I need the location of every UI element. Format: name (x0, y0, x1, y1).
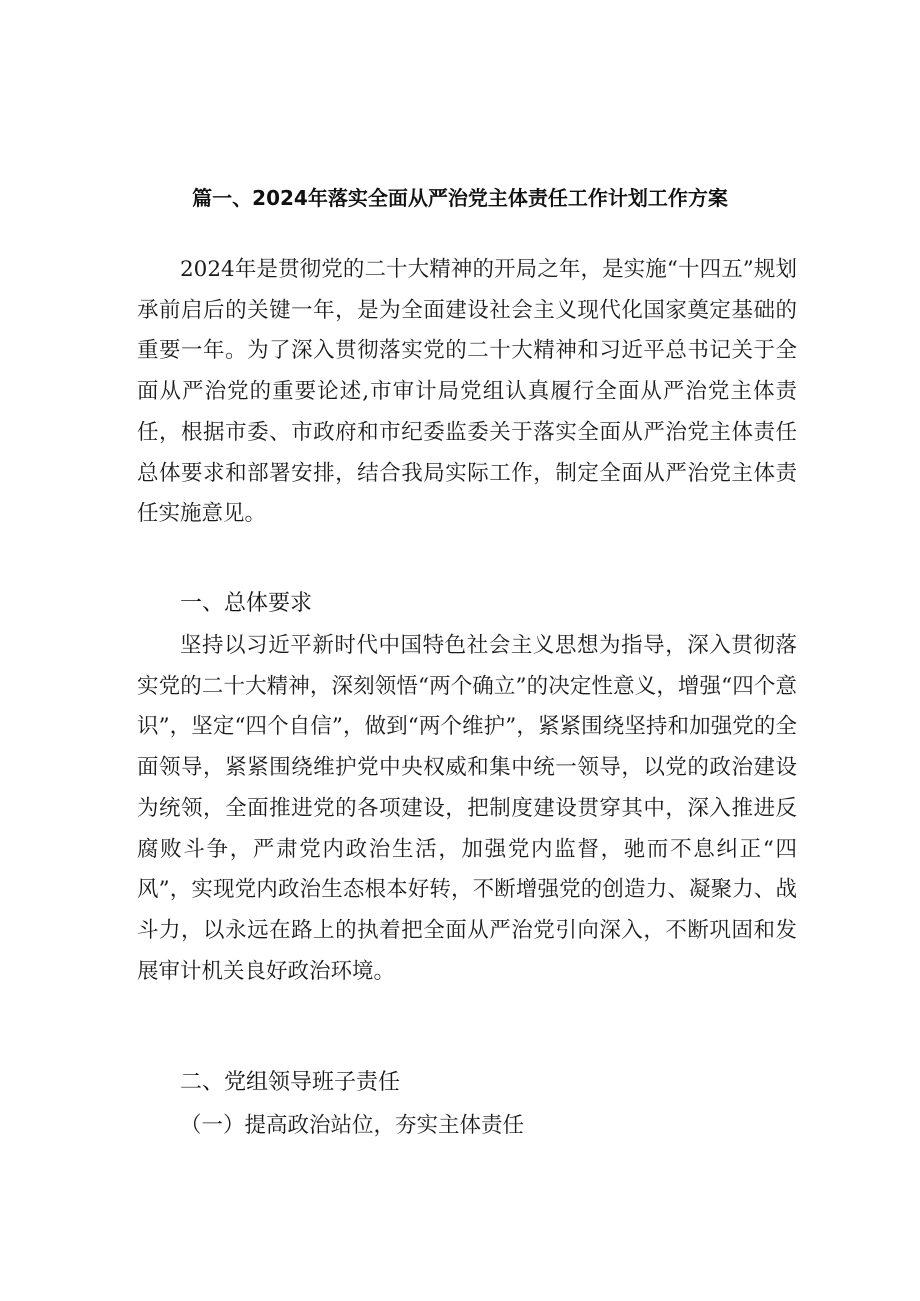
intro-paragraph: 2024年是贯彻党的二十大精神的开局之年，是实施“十四五”规划承前启后的关键一年，是为全面建设社会主义现代化国家奠定基础的重要一年。为了深入贯彻落实党的二十大精神和习近平总书记关于全面从严治党的重要论述,市审计局党组认真履行全面从严治党主体责任，根据市委、市政府和市纪委监委关于落实全面从严治党主体责任总体要求和部署安排，结合我局实际工作，制定全面从严治党主体责任实施意见。 (137, 257, 797, 527)
section-2-heading: 二、党组领导班子责任 (180, 1070, 401, 1095)
intro-block (137, 250, 797, 535)
section-1-block (137, 626, 797, 992)
section-1-paragraph: 坚持以习近平新时代中国特色社会主义思想为指导，深入贯彻落实党的二十大精神，深刻领悟“两个确立”的决定性意义，增强“四个意识”，坚定“四个自信”，做到“两个维护”，紧紧围绕坚持和加强党的全面领导，紧紧围绕维护党中央权威和集中统一领导，以党的政治建设为统领，全面推进党的各项建设，把制度建设贯穿其中，深入推进反腐败斗争，严肃党内政治生活，加强党内监督，驰而不息纠正“四风”，实现党内政治生态根本好转，不断增强党的创造力、凝聚力、战斗力，以永远在路上的执着把全面从严治党引向深入，不断巩固和发展审计机关良好政治环境。 (137, 633, 797, 984)
section-1-heading: 一、总体要求 (180, 591, 313, 616)
document-title: 篇一、2024年落实全面从严治党主体责任工作计划工作方案 (192, 186, 728, 210)
section-2-subheading-1: （一）提高政治站位，夯实主体责任 (180, 1113, 525, 1138)
